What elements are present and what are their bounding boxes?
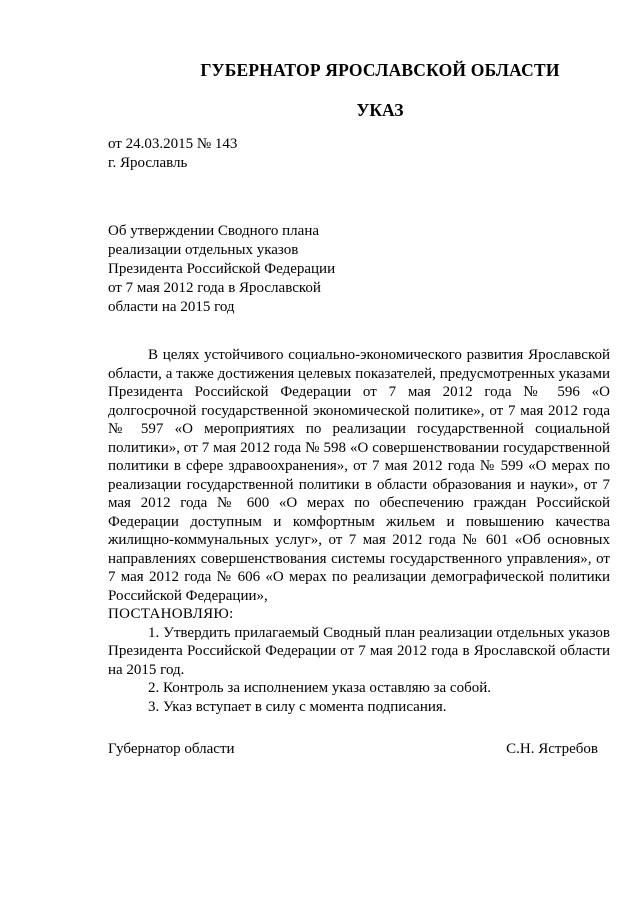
document-subject [108, 222, 368, 317]
subject-line: от 7 мая 2012 года в Ярославской [108, 280, 321, 296]
subject-line: области на 2015 год [108, 299, 235, 315]
signatory-name: С.Н. Ястребов [506, 741, 598, 757]
resolution-item: 3. Указ вступает в силу с момента подписания. [148, 698, 447, 715]
subject-line: Президента Российской Федерации [108, 261, 336, 277]
resolve-heading: ПОСТАНОВЛЯЮ: [108, 606, 234, 622]
subject-line: реализации отдельных указов [108, 242, 299, 258]
document-meta [108, 135, 237, 173]
document-city: г. Ярославль [108, 155, 188, 171]
subject-line: Об утверждении Сводного плана [108, 223, 320, 239]
document-date-number: от 24.03.2015 № 143 [108, 136, 238, 152]
preamble-paragraph: В целях устойчивого социально-экономического развития Ярославской области, а также достижения целевых показателей, предусмотренных указами Президента Российской Федерации от 7 мая 2012 года № 596 «О долгосрочной государственной экономической политике», от 7 мая 2012 года № 597 «О мероприятиях по реализации государственной социальной политики», от 7 мая 2012 года № 598 «О совершенствовании государственной политики в сфере здравоохранения», от 7 мая 2012 года № 599 «О мерах по реализации государственной политики в области образования и науки», от 7 мая 2012 года № 600 «О мерах по обеспечению граждан Российской Федерации доступным и комфортным жильем и повышению качества жилищно-коммунальных услуг», от 7 мая 2012 года № 601 «Об основных направлениях совершенствования системы государственного управления», от 7 мая 2012 года № 606 «О мерах по реализации демографической политики Российской Федерации», [108, 347, 610, 604]
signatory-position: Губернатор области [108, 741, 235, 757]
resolution-item: 2. Контроль за исполнением указа оставляю за собой. [148, 680, 491, 696]
document-authority-title: ГУБЕРНАТОР ЯРОСЛАВСКОЙ ОБЛАСТИ [200, 60, 560, 80]
document-body [108, 346, 610, 716]
resolution-item: 1. Утвердить прилагаемый Сводный план реализации отдельных указов Президента Российской Федерации от 7 мая 2012 года в Ярославской области на 2015 год. [108, 624, 610, 678]
document-type-title: УКАЗ [356, 100, 404, 120]
